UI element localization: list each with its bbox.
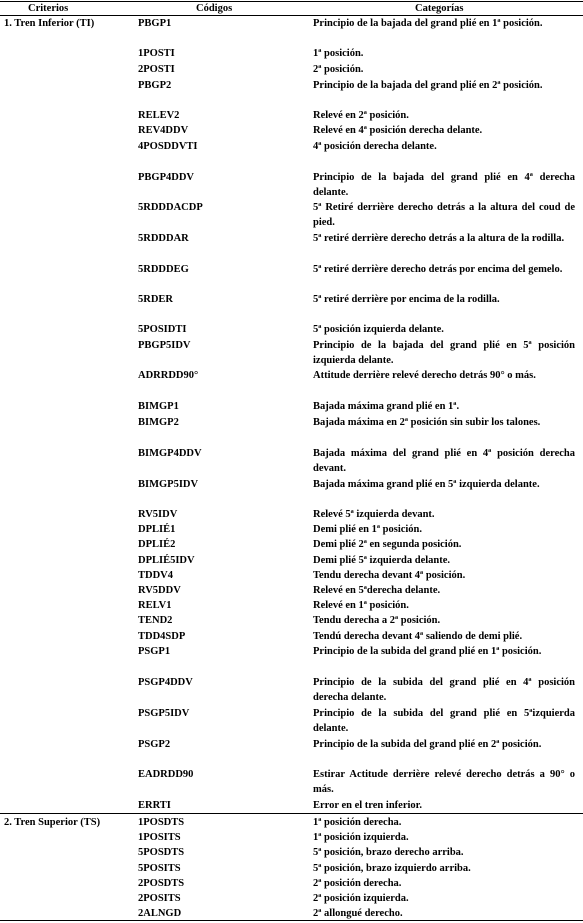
- code-cell: PBGP4DDV: [138, 172, 194, 183]
- criteria-lower-body: 1. Tren Inferior (TI): [4, 18, 95, 29]
- code-cell: RV5IDV: [138, 509, 178, 520]
- category-cell: Principio de la subida del grand plié en 5ªizquierda delante.: [313, 708, 575, 734]
- code-cell: PBGP2: [138, 80, 172, 91]
- code-cell: DPLIÉ5IDV: [138, 555, 195, 566]
- code-cell: BIMGP4DDV: [138, 448, 202, 459]
- code-cell: 1POSDTS: [138, 817, 185, 828]
- category-cell: 5ª retiré derrière por encima de la rodilla.: [313, 294, 500, 305]
- category-cell: 1ª posición.: [313, 48, 364, 59]
- category-cell: Demi plié en 1ª posición.: [313, 524, 423, 535]
- category-cell: Relevé 5ª izquierda devant.: [313, 509, 435, 520]
- code-cell: EADRDD90: [138, 769, 194, 780]
- category-cell: Relevé en 2ª posición.: [313, 110, 409, 121]
- code-cell: PSGP1: [138, 646, 171, 657]
- code-cell: ERRTI: [138, 800, 171, 811]
- category-cell: Principio de la bajada del grand plié en 2ª posición.: [313, 80, 543, 91]
- code-cell: 2ALNGD: [138, 908, 182, 919]
- category-cell: 4ª posición derecha delante.: [313, 141, 437, 152]
- code-cell: PSGP4DDV: [138, 677, 193, 688]
- category-cell: Bajada máxima en 2ª posición sin subir los talones.: [313, 417, 541, 428]
- category-cell: Tendú derecha devant 4ª saliendo de demi plié.: [313, 631, 523, 642]
- category-cell: Principio de la subida del grand plié en 4ª posición derecha delante.: [313, 677, 575, 703]
- category-cell: Principio de la bajada del grand plié en 1ª posición.: [313, 18, 543, 29]
- code-cell: DPLIÉ2: [138, 539, 176, 550]
- code-cell: PSGP5IDV: [138, 708, 190, 719]
- code-cell: BIMGP2: [138, 417, 179, 428]
- category-cell: Attitude derrière relevé derecho detrás 90° o más.: [313, 370, 536, 381]
- code-cell: RELV1: [138, 600, 172, 611]
- bottom-rule: [0, 920, 583, 921]
- category-cell: 1ª posición izquierda.: [313, 832, 409, 843]
- code-cell: REV4DDV: [138, 125, 189, 136]
- category-cell: 5ª posición izquierda delante.: [313, 324, 444, 335]
- category-cell: 5ª posición, brazo izquierdo arriba.: [313, 863, 471, 874]
- code-cell: TDD4SDP: [138, 631, 186, 642]
- code-cell: PBGP5IDV: [138, 340, 191, 351]
- category-cell: 5ª Retiré derrière derecho detrás a la altura del coud de pied.: [313, 202, 575, 228]
- code-cell: 5RDER: [138, 294, 174, 305]
- code-cell: 2POSTI: [138, 64, 175, 75]
- category-cell: Relevé en 5ªderecha delante.: [313, 585, 441, 596]
- category-cell: 5ª retiré derrière derecho detrás por encima del gemelo.: [313, 264, 563, 275]
- criteria-upper-body: 2. Tren Superior (TS): [4, 817, 101, 828]
- top-rule: [0, 1, 583, 2]
- code-cell: 1POSITS: [138, 832, 181, 843]
- category-cell: Demi plié 5ª izquierda delante.: [313, 555, 451, 566]
- category-cell: 5ª retiré derrière derecho detrás a la altura de la rodilla.: [313, 233, 565, 244]
- code-cell: 5RDDDAR: [138, 233, 189, 244]
- category-cell: Bajada máxima grand plié en 1ª.: [313, 401, 460, 412]
- code-cell: DPLIÉ1: [138, 524, 176, 535]
- category-cell: Estirar Actitude derrière relevé derecho detrás a 90° o más.: [313, 769, 575, 795]
- code-cell: TEND2: [138, 615, 173, 626]
- category-cell: Error en el tren inferior.: [313, 800, 422, 811]
- code-cell: 5RDDDEG: [138, 264, 189, 275]
- header-codes: Códigos: [196, 3, 233, 14]
- category-cell: Relevé en 4ª posición derecha delante.: [313, 125, 483, 136]
- code-cell: RELEV2: [138, 110, 180, 121]
- category-cell: 2ª posición derecha.: [313, 878, 402, 889]
- category-cell: Principio de la bajada del grand plié en 5ª posición izquierda delante.: [313, 340, 575, 366]
- code-cell: 2POSITS: [138, 893, 181, 904]
- code-cell: BIMGP5IDV: [138, 479, 199, 490]
- code-cell: PBGP1: [138, 18, 172, 29]
- category-cell: Relevé en 1ª posición.: [313, 600, 409, 611]
- code-cell: 2POSDTS: [138, 878, 185, 889]
- section-rule: [0, 813, 583, 814]
- category-cell: Principio de la bajada del grand plié en 4ª derecha delante.: [313, 172, 575, 198]
- category-cell: Bajada máxima grand plié en 5ª izquierda delante.: [313, 479, 540, 490]
- category-cell: Principio de la subida del grand plié en 2ª posición.: [313, 739, 542, 750]
- code-cell: BIMGP1: [138, 401, 179, 412]
- code-cell: 5POSIDTI: [138, 324, 187, 335]
- category-cell: Tendu derecha a 2ª posición.: [313, 615, 441, 626]
- code-cell: TDDV4: [138, 570, 174, 581]
- category-cell: 2ª allongué derecho.: [313, 908, 403, 919]
- category-cell: 2ª posición izquierda.: [313, 893, 409, 904]
- code-cell: ADRRDD90°: [138, 370, 199, 381]
- code-cell: 5POSDTS: [138, 847, 185, 858]
- code-cell: 5POSITS: [138, 863, 181, 874]
- category-cell: 1ª posición derecha.: [313, 817, 402, 828]
- category-cell: Bajada máxima del grand plié en 4ª posición derecha devant.: [313, 448, 575, 474]
- code-cell: 1POSTI: [138, 48, 175, 59]
- category-cell: 2ª posición.: [313, 64, 364, 75]
- category-cell: Demi plié 2ª en segunda posición.: [313, 539, 462, 550]
- code-cell: PSGP2: [138, 739, 171, 750]
- category-cell: 5ª posición, brazo derecho arriba.: [313, 847, 464, 858]
- header-criteria: Criterios: [28, 3, 69, 14]
- code-cell: 4POSDDVTI: [138, 141, 198, 152]
- header-categories: Categorías: [415, 3, 464, 14]
- code-cell: 5RDDDACDP: [138, 202, 203, 213]
- category-cell: Tendu derecha devant 4ª posición.: [313, 570, 466, 581]
- code-cell: RV5DDV: [138, 585, 181, 596]
- category-cell: Principio de la subida del grand plié en 1ª posición.: [313, 646, 542, 657]
